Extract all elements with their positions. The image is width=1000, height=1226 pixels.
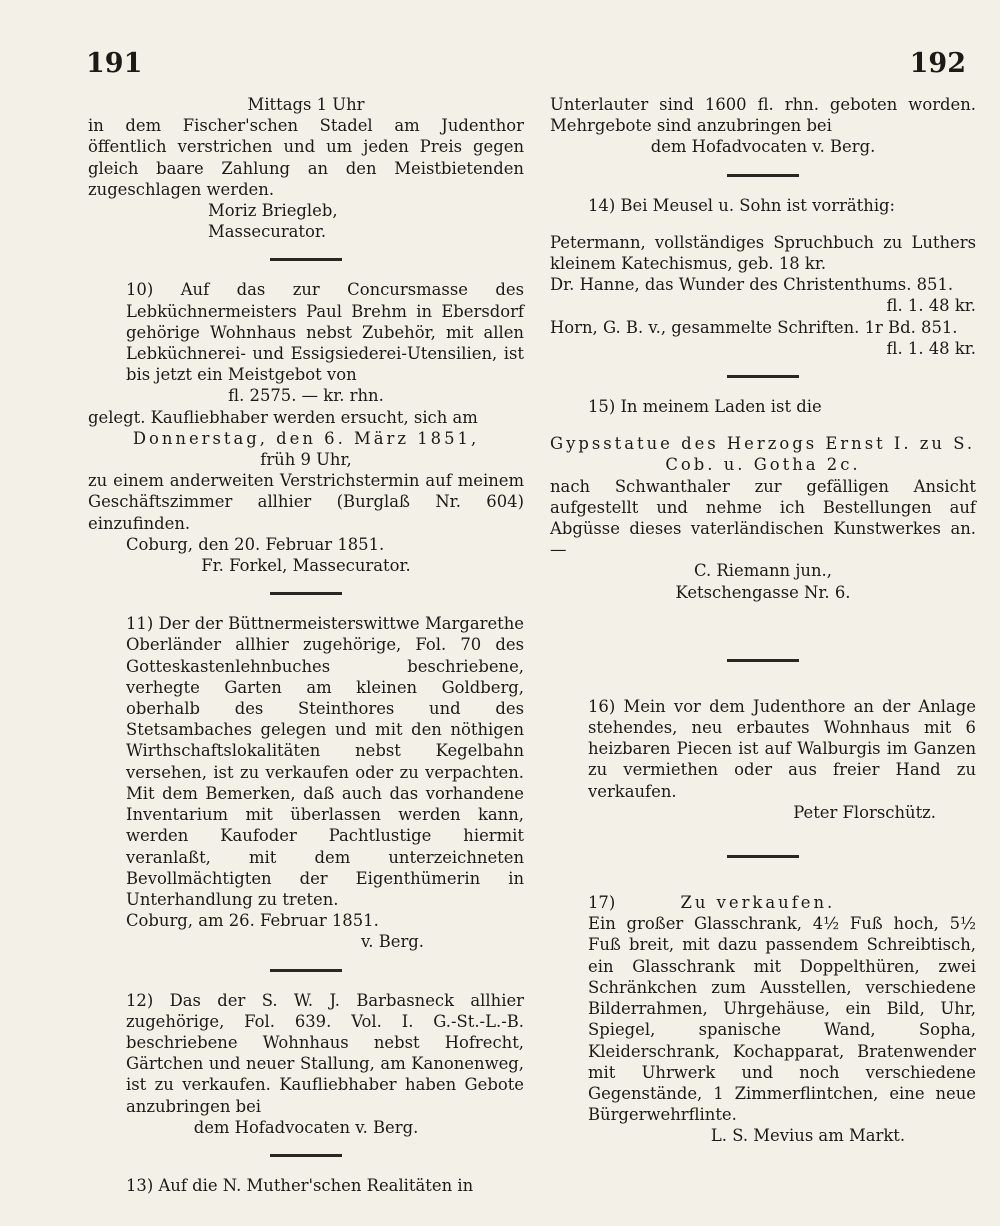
- notice-9-signature-name: Moriz Briegleb,: [208, 201, 338, 221]
- divider: [727, 659, 799, 662]
- notice-15-text: nach Schwanthaler zur gefälligen Ansicht aufgestellt und nehme ich Bestellungen auf Abgüsse dieses vaterländischen Kunstwerkes an. —: [550, 476, 976, 560]
- notice-10-date: Donnerstag, den 6. März 1851,: [132, 428, 480, 448]
- notice-10-time: früh 9 Uhr,: [260, 450, 352, 470]
- notice-11-place-date: Coburg, am 26. Februar 1851.: [126, 911, 379, 931]
- notice-12-signature: dem Hofadvocaten v. Berg.: [193, 1117, 419, 1137]
- notice-15-title-2: Cob. u. Gotha 2c.: [665, 455, 861, 475]
- notice-15-signature-name: C. Riemann jun.,: [694, 561, 832, 581]
- divider: [727, 855, 799, 858]
- divider: [727, 375, 799, 378]
- notice-11-text: 11) Der der Büttnermeisterswittwe Margarethe Oberländer allhier zugehörige, Fol. 70 des Gotteskastenlehnbuches beschriebene, verhegte Garten am kleinen Goldberg, oberhalb des Steinthores und des Stetsambaches gelegen und mit den nöthigen Wirthschaftslokalitäten nebst Kegelbahn versehen, ist zu verkaufen oder zu verpachten. Mit dem Bemerken, daß auch das vorhandene Inventarium mit überlassen werden kann, werden Kaufoder Pachtlustige hiermit veranlaßt, mit dem unterzeichneten Bevollmächtigten der Eigenthümerin in Unterhandlung zu treten.: [126, 614, 524, 909]
- left-column: [88, 94, 524, 1196]
- notice-13-text: 13) Auf die N. Muther'schen Realitäten in: [126, 1175, 474, 1195]
- notice-10-price: fl. 2575. — kr. rhn.: [228, 386, 384, 406]
- notice-16-signature: Peter Florschütz.: [793, 802, 936, 822]
- notice-10-text: 10) Auf das zur Concursmasse des Lebküchnermeisters Paul Brehm in Ebersdorf gehörige Wohnhaus nebst Zubehör, mit allen Lebküchnerei- und Essigsiederei-Utensilien, ist bis jetzt ein Meistgebot von: [126, 280, 524, 385]
- notice-14-heading: 14) Bei Meusel u. Sohn ist vorräthig:: [588, 195, 896, 215]
- notice-14-item-3: Horn, G. B. v., gesammelte Schriften. 1r Bd. 851.: [550, 317, 958, 337]
- notice-17-signature: L. S. Mevius am Markt.: [710, 1126, 906, 1146]
- notice-10-place-date: Coburg, den 20. Februar 1851.: [126, 534, 385, 554]
- notice-16-text: 16) Mein vor dem Judenthore an der Anlage stehendes, neu erbautes Wohnhaus mit 6 heizbaren Piecen ist auf Walburgis im Ganzen zu vermiethen oder aus freier Hand zu verkaufen.: [588, 696, 976, 801]
- notice-17-text: Ein großer Glasschrank, 4½ Fuß hoch, 5½ Fuß breit, mit dazu passendem Schreibtisch, ein Glasschrank mit Doppelthüren, zwei Schränkchen zum Ausstellen, verschiedene Bilderrahmen, Uhrgehäuse, ein Bild, Uhr, Spiegel, spanische Wand, Sopha, Kleiderschrank, Kochapparat, Bratenwender mit Uhrwerk und noch verschiedene Gegenstände, 1 Zimmerflintchen, eine neue Bürgerwehrflinte.: [588, 914, 976, 1125]
- divider: [270, 1154, 342, 1157]
- notice-14-item-3-price: fl. 1. 48 kr.: [886, 338, 976, 358]
- notice-9-time: Mittags 1 Uhr: [247, 95, 365, 114]
- divider: [270, 592, 342, 595]
- notice-10-signature: Fr. Forkel, Massecurator.: [201, 556, 411, 576]
- right-column: [550, 94, 976, 1147]
- notice-10-line: gelegt. Kaufliebhaber werden ersucht, sich am: [88, 407, 478, 427]
- notice-17-heading-row: [550, 892, 976, 913]
- divider: [270, 969, 342, 972]
- notice-15-heading: 15) In meinem Laden ist die: [588, 397, 822, 417]
- notice-14-item-1: Petermann, vollständiges Spruchbuch zu Luthers kleinem Katechismus, geb. 18 kr.: [550, 232, 976, 274]
- notice-15-title-1: Gypsstatue des Herzogs Ernst I. zu S.: [550, 434, 976, 454]
- notice-12-text: 12) Das der S. W. J. Barbasneck allhier zugehörige, Fol. 639. Vol. I. G.-St.-L.-B. beschriebene Wohnhaus nebst Hofrecht, Gärtchen und neuer Stallung, am Kanonenweg, ist zu verkaufen. Kaufliebhaber haben Gebote anzubringen bei: [126, 990, 524, 1116]
- divider: [270, 258, 342, 261]
- notice-15-signature-address: Ketschengasse Nr. 6.: [675, 582, 851, 602]
- notice-9-text: in dem Fischer'schen Stadel am Judenthor öffentlich verstrichen und um jeden Preis gegen gleich baare Zahlung an den Meistbietenden zugeschlagen werden.: [88, 116, 524, 199]
- notice-13-continued: Unterlauter sind 1600 fl. rhn. geboten worden. Mehrgebote sind anzubringen bei: [550, 95, 976, 136]
- notice-10-text-2: zu einem anderweiten Verstrichstermin auf meinem Geschäftszimmer allhier (Burglaß Nr. 604) einzufinden.: [88, 471, 524, 533]
- notice-13-signature: dem Hofadvocaten v. Berg.: [650, 137, 876, 157]
- notice-17-heading: Zu verkaufen.: [680, 893, 836, 913]
- notice-17-number: 17): [588, 893, 616, 913]
- divider: [727, 174, 799, 177]
- notice-9-signature-role: Massecurator.: [208, 222, 327, 242]
- notice-14-item-2-price: fl. 1. 48 kr.: [886, 296, 976, 316]
- page-number-right: 192: [909, 48, 966, 79]
- page-number-left: 191: [86, 48, 143, 79]
- notice-14-item-2: Dr. Hanne, das Wunder des Christenthums. 851.: [550, 275, 954, 295]
- notice-11-signature: v. Berg.: [360, 932, 424, 952]
